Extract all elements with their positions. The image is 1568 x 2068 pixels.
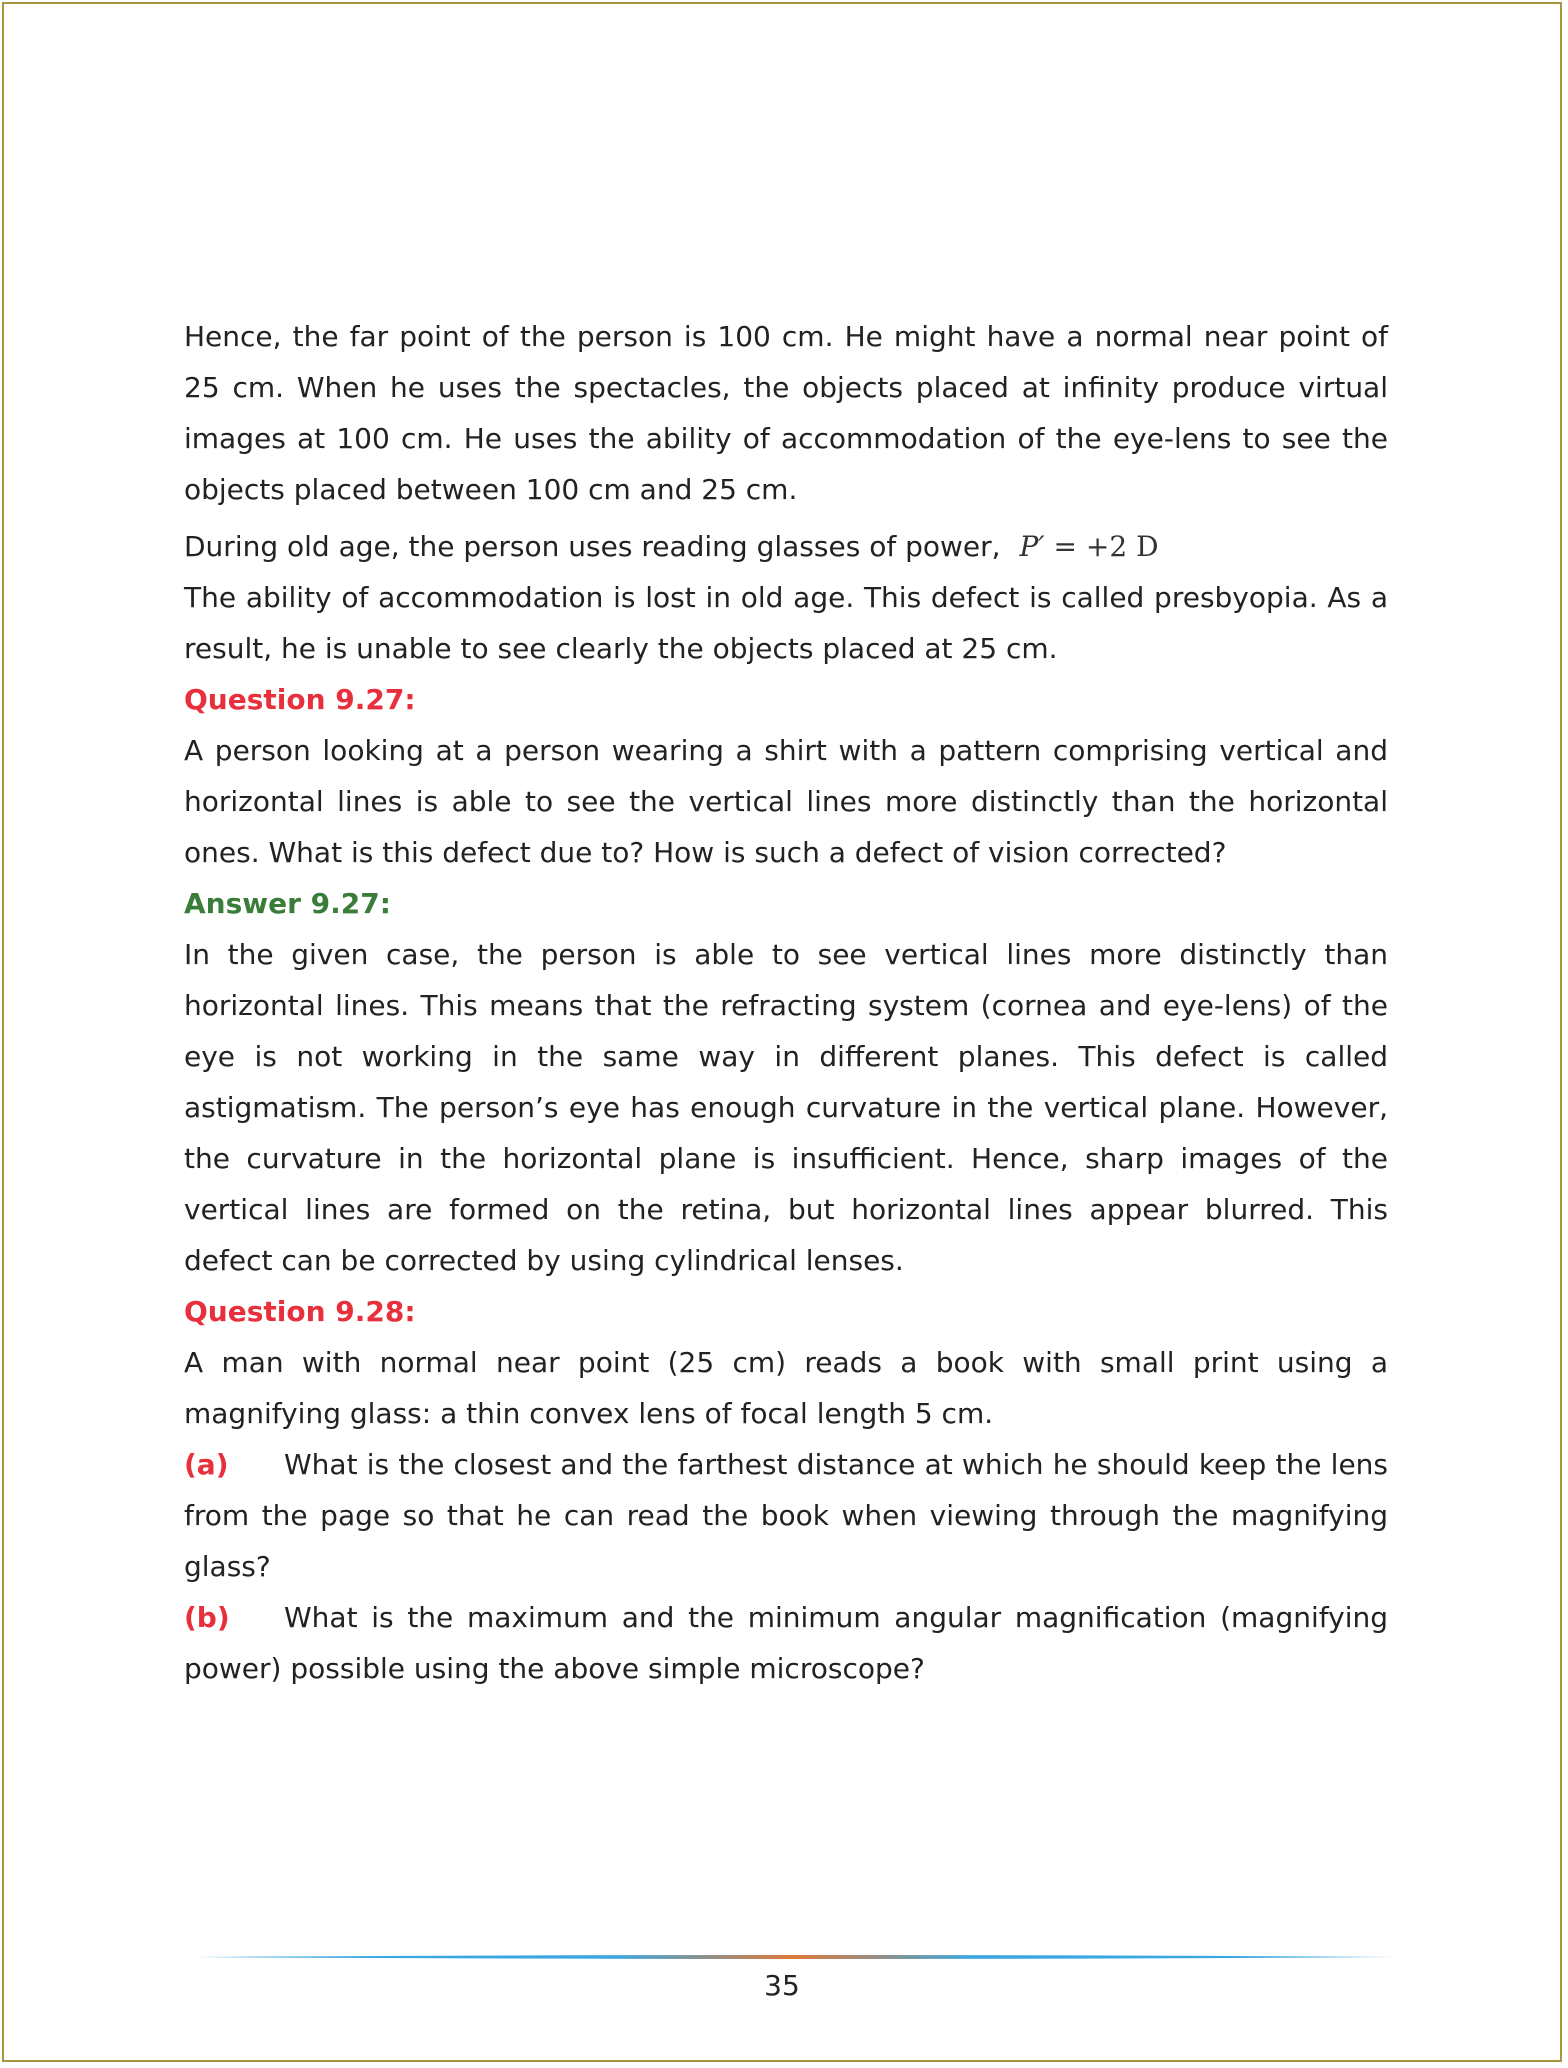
answer-9-27-heading: Answer 9.27: xyxy=(184,887,391,920)
intro-paragraph-3: The ability of accommodation is lost in old age. This defect is called presbyopia. As a result, he is unable to see clearly the objects placed at 25 cm. xyxy=(184,581,1388,665)
intro-paragraph-2 xyxy=(184,521,1388,572)
document-page xyxy=(2,2,1562,2062)
power-formula-value: = +2 D xyxy=(1053,530,1159,563)
question-9-27-text: A person looking at a person wearing a shirt with a pattern comprising vertical and horizontal lines is able to see the vertical lines more distinctly than the horizontal ones. What is this defect due to? How is such a defect of vision corrected? xyxy=(184,734,1388,869)
power-formula-variable: P′ xyxy=(1019,530,1045,563)
question-9-28-part-b xyxy=(184,1592,1388,1694)
question-9-27-heading: Question 9.27: xyxy=(184,683,416,716)
question-9-28-part-a xyxy=(184,1439,1388,1592)
footer-divider xyxy=(194,1954,1394,1960)
part-b-text: What is the maximum and the minimum angular magnification (magnifying power) possible using the above simple microscope? xyxy=(184,1601,1388,1685)
answer-9-27-text: In the given case, the person is able to see vertical lines more distinctly than horizontal lines. This means that the refracting system (cornea and eye-lens) of the eye is not working in the same way in different planes. This defect is called astigmatism. The person’s eye has enough curvature in the vertical plane. However, the curvature in the horizontal plane is insufficient. Hence, sharp images of the vertical lines are formed on the retina, but horizontal lines appear blurred. This defect can be corrected by using cylindrical lenses. xyxy=(184,938,1388,1277)
part-a-text: What is the closest and the farthest distance at which he should keep the lens from the page so that he can read the book when viewing through the magnifying glass? xyxy=(184,1448,1388,1583)
part-a-label: (a) xyxy=(184,1448,229,1481)
part-b-label: (b) xyxy=(184,1601,230,1634)
page-number: 35 xyxy=(764,1969,800,2002)
power-formula xyxy=(1019,530,1158,563)
intro-paragraph-2-text: During old age, the person uses reading glasses of power, xyxy=(184,530,1001,563)
intro-paragraph-1: Hence, the far point of the person is 100 cm. He might have a normal near point of 25 cm. When he uses the spectacles, the objects placed at infinity produce virtual images at 100 cm. He uses the ability of accommodation of the eye-lens to see the objects placed between 100 cm and 25 cm. xyxy=(184,320,1388,506)
question-9-28-heading: Question 9.28: xyxy=(184,1295,416,1328)
question-9-28-text: A man with normal near point (25 cm) reads a book with small print using a magnifying glass: a thin convex lens of focal length 5 cm. xyxy=(184,1346,1388,1430)
page-content xyxy=(184,311,1388,1694)
